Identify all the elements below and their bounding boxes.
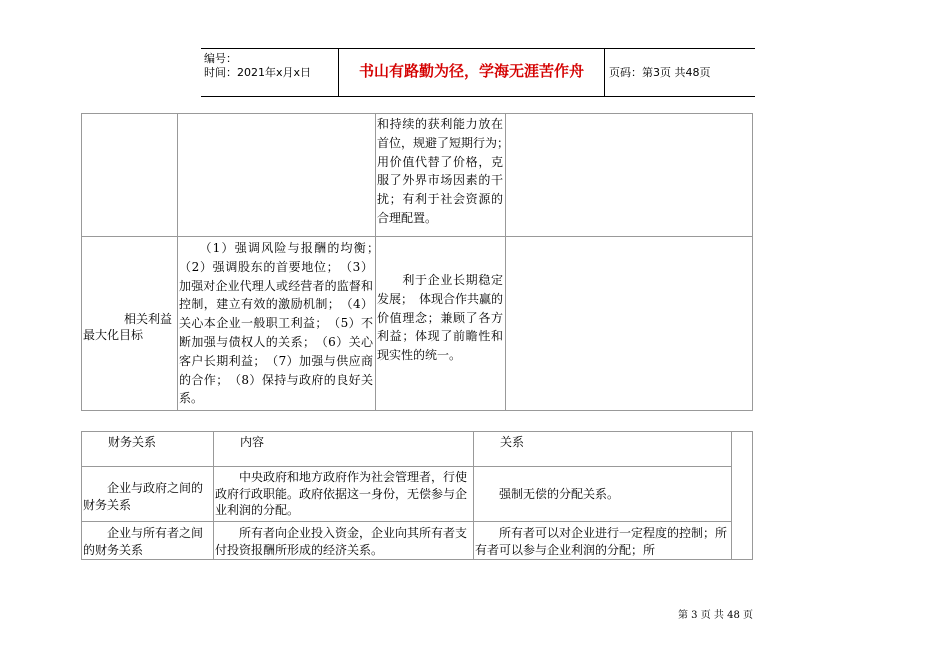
- header-top-rule: [201, 48, 755, 49]
- row-line: [81, 521, 732, 522]
- page-footer: 第 3 页 共 48 页: [678, 610, 753, 621]
- table-cell: 企业与政府之间的财务关系: [83, 481, 204, 512]
- row-line: [81, 236, 752, 237]
- column-header: 财务关系: [108, 435, 157, 449]
- header-motto: 书山有路勤为径，学海无涯苦作舟: [358, 62, 584, 80]
- table-cell: 企业与所有者之间的财务关系: [83, 526, 204, 557]
- document-time-label: 时间：2021年x月x日: [204, 66, 312, 79]
- column-header: 内容: [240, 435, 265, 449]
- row-label: 最大化目标: [83, 328, 144, 342]
- row-label: 相关利益: [124, 312, 173, 326]
- column-line: [731, 431, 732, 559]
- table-cell: 利于企业长期稳定发展； 体现合作共赢的价值理念；兼顾了各方利益；体现了前瞻性和现实性的统一。: [377, 273, 504, 363]
- column-line: [375, 113, 376, 410]
- header-page-label: 页码：第3页 共48页: [609, 66, 711, 79]
- column-line: [505, 113, 506, 410]
- header-divider: [604, 48, 605, 96]
- column-line: [213, 431, 214, 559]
- table-cell: （1）强调风险与报酬的均衡； （2）强调股东的首要地位； （3）加强对企业代理人或经营者的监督和控制，建立有效的激励机制； （4）关心本企业一般职工利益； （5）不断加强与债权人的关系； （6）关心客户长期利益； （7）加强与供应商的合作； （8）保持与政府的良好关系。: [179, 241, 386, 406]
- header-bottom-rule: [201, 96, 755, 97]
- column-line: [177, 113, 178, 410]
- table-cell: 和持续的获利能力放在首位，规避了短期行为； 用价值代替了价格，克服了外界市场因素的干扰；有利于社会资源的合理配置。: [377, 117, 516, 225]
- table-cell: 强制无偿的分配关系。: [499, 487, 620, 501]
- column-header: 关系: [500, 435, 525, 449]
- document-number-label: 编号：: [204, 52, 237, 65]
- table-cell: 中央政府和地方政府作为社会管理者，行使政府行政职能。政府依据这一身份，无偿参与企业利润的分配。: [215, 470, 468, 517]
- column-line: [473, 431, 474, 559]
- table-cell: 所有者可以对企业进行一定程度的控制；所有者可以参与企业利润的分配；所: [475, 526, 728, 557]
- table-cell: 所有者向企业投入资金，企业向其所有者支付投资报酬所形成的经济关系。: [215, 526, 468, 557]
- row-line: [81, 466, 732, 467]
